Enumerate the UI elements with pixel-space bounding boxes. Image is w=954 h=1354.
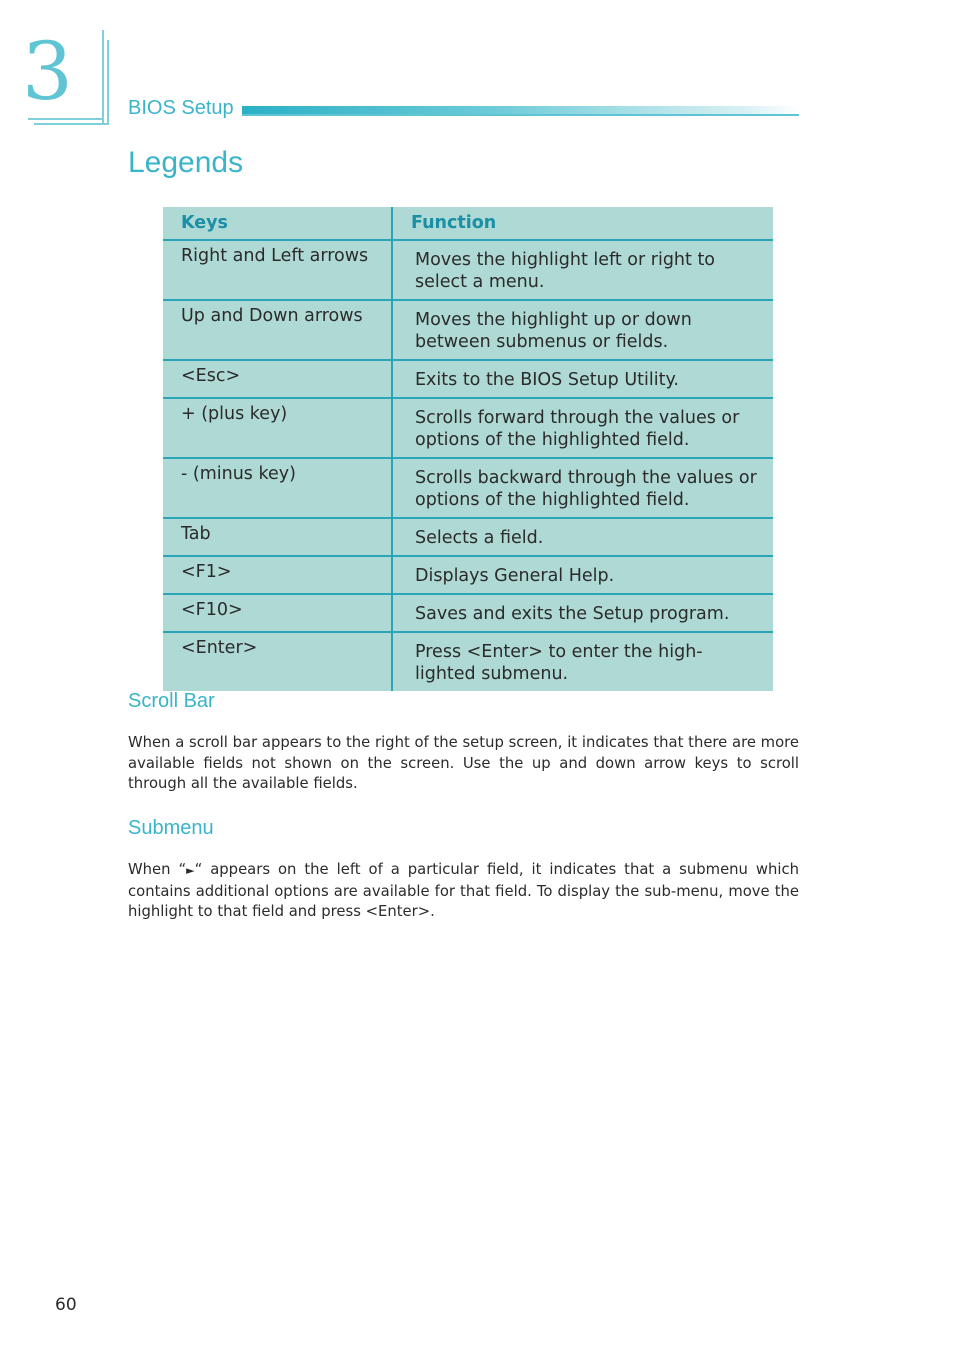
key-cell: <Esc> <box>163 360 392 398</box>
submenu-arrow-icon: ► <box>186 864 195 877</box>
column-header-function: Function <box>392 207 773 240</box>
key-cell: Right and Left arrows <box>163 240 392 300</box>
function-cell: Exits to the BIOS Setup Utility. <box>392 360 773 398</box>
table-row <box>163 594 773 632</box>
key-cell: Up and Down arrows <box>163 300 392 360</box>
submenu-text-start: When “ <box>128 861 187 878</box>
function-cell: Moves the highlight up or down between submenus or fields. <box>392 300 773 360</box>
page-title: Legends <box>128 146 244 179</box>
key-cell: + (plus key) <box>163 398 392 458</box>
table-row <box>163 556 773 594</box>
table-row <box>163 632 773 691</box>
submenu-heading: Submenu <box>128 817 214 839</box>
key-cell: - (minus key) <box>163 458 392 518</box>
table-row <box>163 458 773 518</box>
chapter-number: 3 <box>22 25 73 118</box>
legend-table <box>163 207 773 691</box>
key-cell: <F1> <box>163 556 392 594</box>
header-rule <box>242 114 799 116</box>
key-cell: Tab <box>163 518 392 556</box>
function-cell: Moves the highlight left or right to select a menu. <box>392 240 773 300</box>
chapter-badge-rule <box>102 30 104 125</box>
scroll-bar-heading: Scroll Bar <box>128 690 215 712</box>
table-row <box>163 300 773 360</box>
table-row <box>163 518 773 556</box>
column-header-keys: Keys <box>163 207 392 240</box>
chapter-badge-rule <box>107 40 109 125</box>
page-number: 60 <box>55 1295 77 1315</box>
table-row <box>163 240 773 300</box>
function-cell: Saves and exits the Setup program. <box>392 594 773 632</box>
table-row <box>163 360 773 398</box>
submenu-paragraph <box>128 860 799 923</box>
function-cell: Press <Enter> to enter the high-lighted submenu. <box>415 642 703 684</box>
function-cell: Selects a field. <box>392 518 773 556</box>
table-row <box>163 398 773 458</box>
function-cell: Scrolls forward through the values or options of the highlighted field. <box>392 398 773 458</box>
submenu-text-end: “ appears on the left of a particular field, it indicates that a submenu which contains additional options are available for that field. To display the sub-menu, move the highlight to that field and press <Enter>. <box>128 861 799 920</box>
section-label: BIOS Setup <box>128 97 234 119</box>
function-cell: Displays General Help. <box>392 556 773 594</box>
chapter-badge-rule <box>34 123 108 125</box>
key-cell: <Enter> <box>163 632 392 691</box>
key-cell: <F10> <box>163 594 392 632</box>
function-cell: Scrolls backward through the values or options of the highlighted field. <box>392 458 773 518</box>
scroll-bar-paragraph: When a scroll bar appears to the right of the setup screen, it indicates that there are more available fields not shown on the screen. Use the up and down arrow keys to scroll through all the available fields. <box>128 734 799 792</box>
table-header-row <box>163 207 773 240</box>
chapter-badge-rule <box>28 118 104 120</box>
